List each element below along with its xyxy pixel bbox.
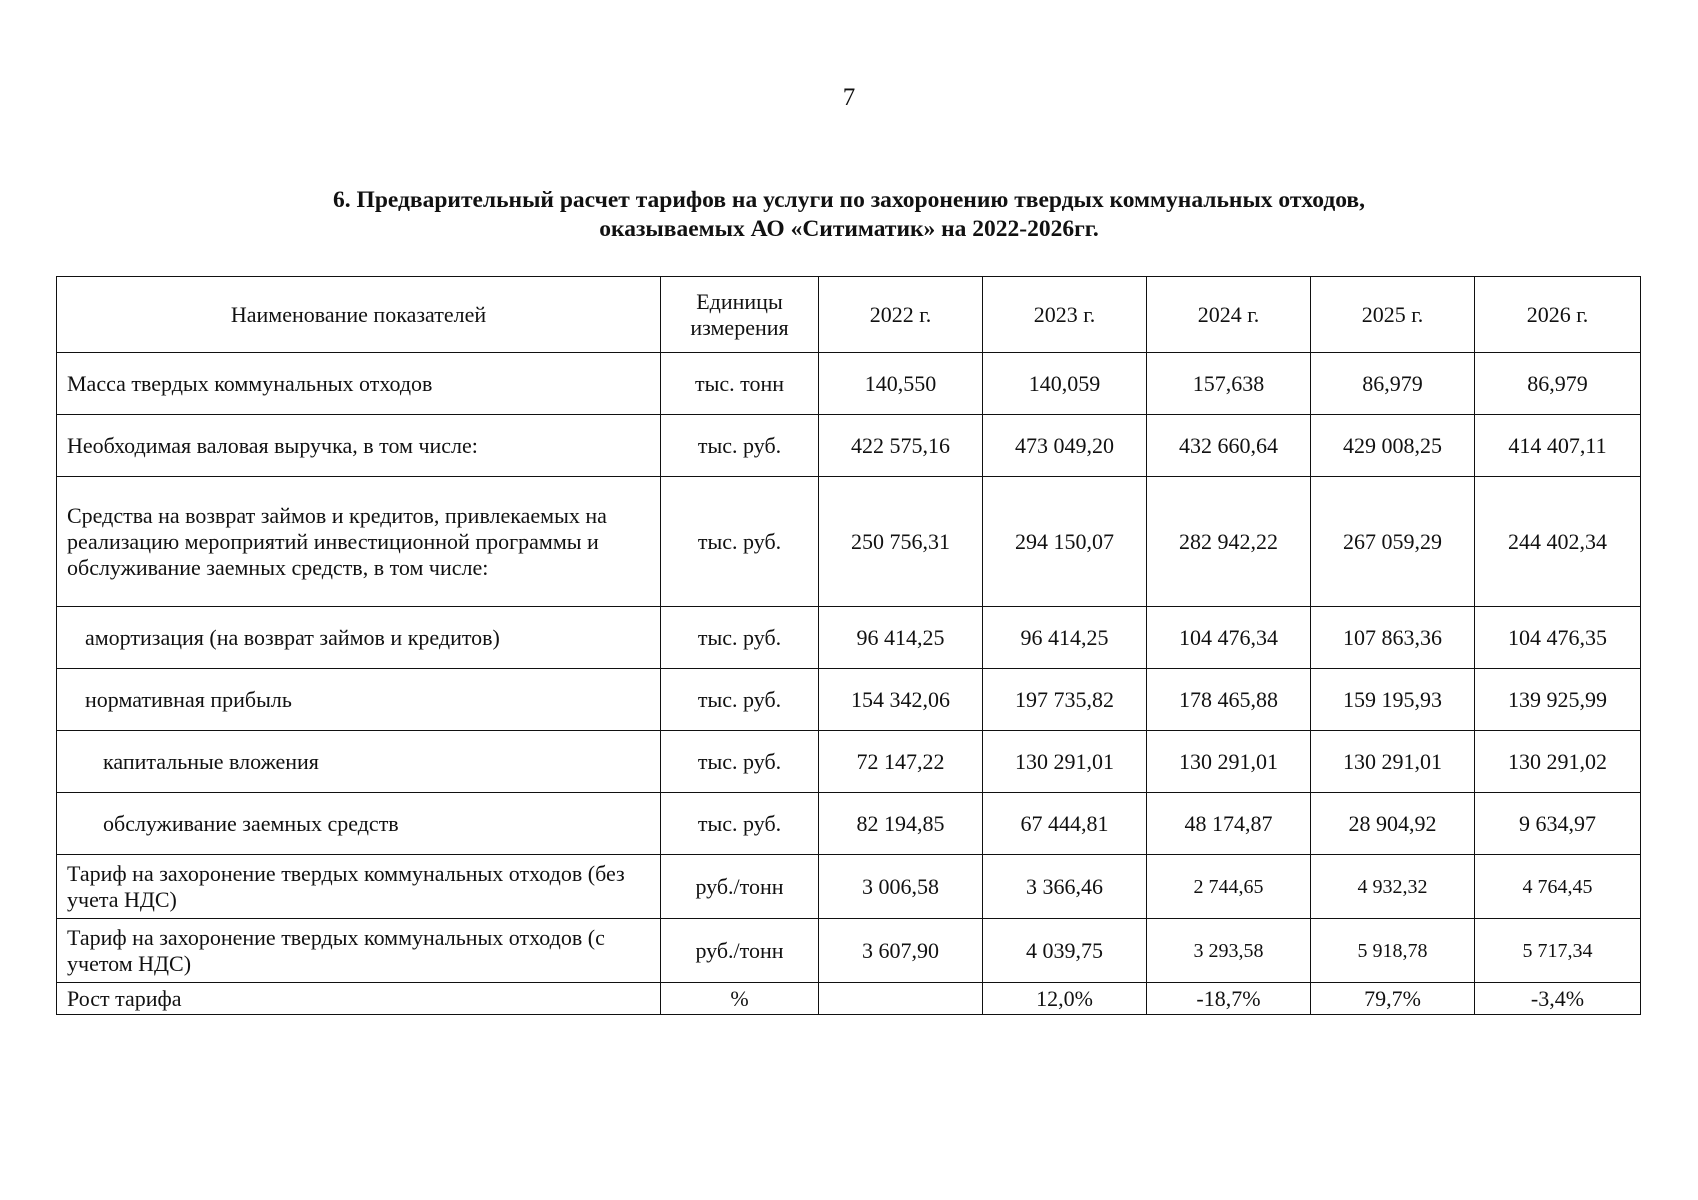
row-value: 159 195,93 [1311, 669, 1475, 731]
header-year-2022: 2022 г. [819, 277, 983, 353]
row-value: 178 465,88 [1147, 669, 1311, 731]
title-line-1: 6. Предварительный расчет тарифов на услуги по захоронению твердых коммунальных отходов, [333, 187, 1365, 213]
table-row [57, 855, 1641, 919]
row-value: 139 925,99 [1475, 669, 1641, 731]
row-value: 3 366,46 [983, 855, 1147, 919]
row-value: 197 735,82 [983, 669, 1147, 731]
row-value: 267 059,29 [1311, 477, 1475, 607]
header-year-2025: 2025 г. [1311, 277, 1475, 353]
row-value: 244 402,34 [1475, 477, 1641, 607]
header-year-2023: 2023 г. [983, 277, 1147, 353]
row-unit: тыс. руб. [661, 477, 819, 607]
row-value: 104 476,34 [1147, 607, 1311, 669]
table-row [57, 793, 1641, 855]
row-value: 429 008,25 [1311, 415, 1475, 477]
row-value: 154 342,06 [819, 669, 983, 731]
row-value: 130 291,01 [1311, 731, 1475, 793]
row-name: нормативная прибыль [57, 669, 661, 731]
row-value: 432 660,64 [1147, 415, 1311, 477]
tariff-table [56, 276, 1641, 1015]
table-row [57, 669, 1641, 731]
table-row [57, 983, 1641, 1015]
row-value: 140,059 [983, 353, 1147, 415]
header-unit: Единицы измерения [661, 277, 819, 353]
row-unit: руб./тонн [661, 855, 819, 919]
table-row [57, 415, 1641, 477]
table-row [57, 477, 1641, 607]
row-value: 104 476,35 [1475, 607, 1641, 669]
row-value: 4 932,32 [1311, 855, 1475, 919]
row-value: 28 904,92 [1311, 793, 1475, 855]
row-value: 12,0% [983, 983, 1147, 1015]
row-value: 422 575,16 [819, 415, 983, 477]
row-value: 82 194,85 [819, 793, 983, 855]
row-value: 3 293,58 [1147, 919, 1311, 983]
row-value: 9 634,97 [1475, 793, 1641, 855]
row-name: обслуживание заемных средств [57, 793, 661, 855]
page-number: 7 [842, 84, 856, 111]
table-row [57, 919, 1641, 983]
row-name: Тариф на захоронение твердых коммунальных отходов (с учетом НДС) [57, 919, 661, 983]
row-name: капитальные вложения [57, 731, 661, 793]
row-value: 140,550 [819, 353, 983, 415]
header-name: Наименование показателей [57, 277, 661, 353]
table-row [57, 731, 1641, 793]
row-unit: тыс. руб. [661, 731, 819, 793]
row-value: 96 414,25 [983, 607, 1147, 669]
row-name: Средства на возврат займов и кредитов, привлекаемых на реализацию мероприятий инвестиционной программы и обслуживание заемных средств, в том числе: [57, 477, 661, 607]
row-value: 3 006,58 [819, 855, 983, 919]
header-row [57, 277, 1641, 353]
row-value: 48 174,87 [1147, 793, 1311, 855]
row-unit: тыс. руб. [661, 607, 819, 669]
row-value: 130 291,02 [1475, 731, 1641, 793]
row-value: -3,4% [1475, 983, 1641, 1015]
row-value [819, 983, 983, 1015]
row-unit: % [661, 983, 819, 1015]
row-value: 250 756,31 [819, 477, 983, 607]
row-value: 473 049,20 [983, 415, 1147, 477]
document-title [0, 186, 1698, 244]
row-name: Рост тарифа [57, 983, 661, 1015]
row-value: 5 918,78 [1311, 919, 1475, 983]
row-name: Масса твердых коммунальных отходов [57, 353, 661, 415]
row-name: Тариф на захоронение твердых коммунальных отходов (без учета НДС) [57, 855, 661, 919]
row-value: 414 407,11 [1475, 415, 1641, 477]
row-unit: руб./тонн [661, 919, 819, 983]
header-year-2026: 2026 г. [1475, 277, 1641, 353]
row-value: 107 863,36 [1311, 607, 1475, 669]
row-unit: тыс. руб. [661, 793, 819, 855]
row-unit: тыс. тонн [661, 353, 819, 415]
row-name: амортизация (на возврат займов и кредитов) [57, 607, 661, 669]
row-value: 157,638 [1147, 353, 1311, 415]
row-value: -18,7% [1147, 983, 1311, 1015]
table-row [57, 353, 1641, 415]
row-unit: тыс. руб. [661, 415, 819, 477]
row-value: 79,7% [1311, 983, 1475, 1015]
row-unit: тыс. руб. [661, 669, 819, 731]
table-row [57, 607, 1641, 669]
row-value: 67 444,81 [983, 793, 1147, 855]
row-value: 86,979 [1311, 353, 1475, 415]
header-year-2024: 2024 г. [1147, 277, 1311, 353]
row-value: 86,979 [1475, 353, 1641, 415]
row-value: 2 744,65 [1147, 855, 1311, 919]
title-line-2: оказываемых АО «Ситиматик» на 2022-2026гг. [599, 216, 1099, 242]
row-value: 130 291,01 [1147, 731, 1311, 793]
row-value: 72 147,22 [819, 731, 983, 793]
row-value: 5 717,34 [1475, 919, 1641, 983]
row-value: 96 414,25 [819, 607, 983, 669]
row-value: 3 607,90 [819, 919, 983, 983]
row-name: Необходимая валовая выручка, в том числе: [57, 415, 661, 477]
row-value: 294 150,07 [983, 477, 1147, 607]
row-value: 4 039,75 [983, 919, 1147, 983]
row-value: 282 942,22 [1147, 477, 1311, 607]
row-value: 4 764,45 [1475, 855, 1641, 919]
row-value: 130 291,01 [983, 731, 1147, 793]
